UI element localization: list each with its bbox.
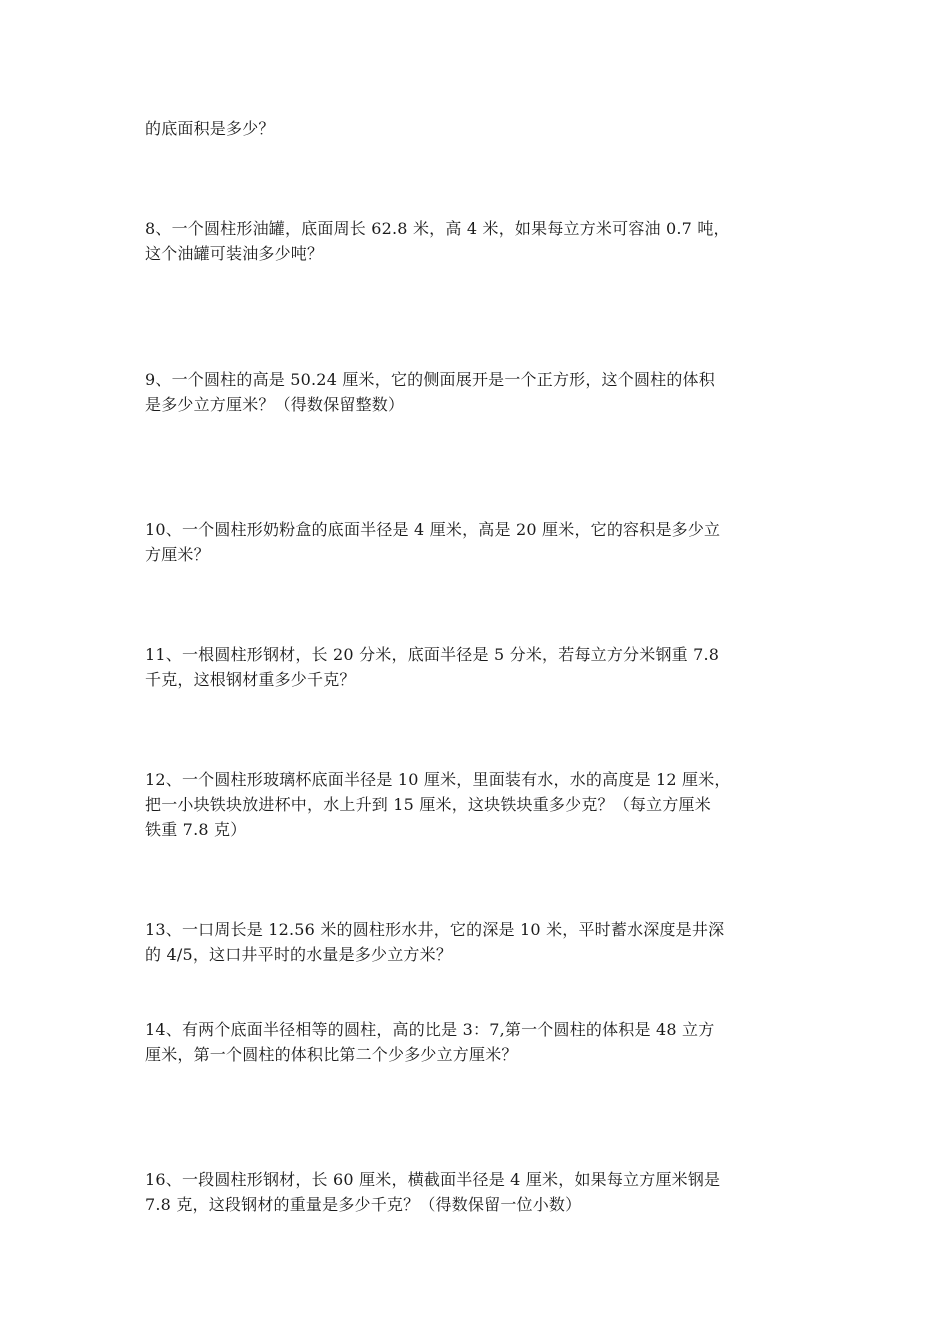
problem-line: 千克，这根钢材重多少千克？ <box>145 670 356 689</box>
problem-line: 厘米，第一个圆柱的体积比第二个少多少立方厘米？ <box>145 1045 518 1064</box>
problem-line: 7.8 克，这段钢材的重量是多少千克？（得数保留一位小数） <box>145 1195 582 1214</box>
problem-line: 把一小块铁块放进杯中，水上升到 15 厘米，这块铁块重多少克？（每立方厘米 <box>145 795 711 814</box>
problem-line: 的 4/5，这口井平时的水量是多少立方米？ <box>145 945 453 964</box>
problem-line: 铁重 7.8 克） <box>145 820 247 839</box>
problem-line: 13、一口周长是 12.56 米的圆柱形水井，它的深是 10 米，平时蓄水深度是井深 <box>145 920 725 939</box>
problem-7-continuation <box>145 116 815 141</box>
problem-line: 是多少立方厘米？（得数保留整数） <box>145 395 405 414</box>
problem-10 <box>145 517 815 567</box>
problem-14 <box>145 1017 815 1067</box>
problem-line: 16、一段圆柱形钢材，长 60 厘米，横截面半径是 4 厘米，如果每立方厘米钢是 <box>145 1170 721 1189</box>
problem-line: 8、一个圆柱形油罐，底面周长 62.8 米，高 4 米，如果每立方米可容油 0.7 吨， <box>145 219 730 238</box>
problem-line: 11、一根圆柱形钢材，长 20 分米，底面半径是 5 分米，若每立方分米钢重 7.8 <box>145 645 720 664</box>
problem-12 <box>145 767 815 842</box>
problem-line: 的底面积是多少？ <box>145 119 275 138</box>
problem-9 <box>145 367 815 417</box>
problem-line: 14、有两个底面半径相等的圆柱，高的比是 3：7,第一个圆柱的体积是 48 立方 <box>145 1020 715 1039</box>
problem-13 <box>145 917 815 967</box>
problem-11 <box>145 642 815 692</box>
problem-8 <box>145 216 815 266</box>
problem-line: 这个油罐可装油多少吨？ <box>145 244 324 263</box>
problem-line: 9、一个圆柱的高是 50.24 厘米，它的侧面展开是一个正方形，这个圆柱的体积 <box>145 370 715 389</box>
problem-16 <box>145 1167 815 1217</box>
problem-line: 10、一个圆柱形奶粉盒的底面半径是 4 厘米，高是 20 厘米，它的容积是多少立 <box>145 520 721 539</box>
problem-line: 方厘米？ <box>145 545 210 564</box>
problem-line: 12、一个圆柱形玻璃杯底面半径是 10 厘米，里面装有水，水的高度是 12 厘米， <box>145 770 731 789</box>
